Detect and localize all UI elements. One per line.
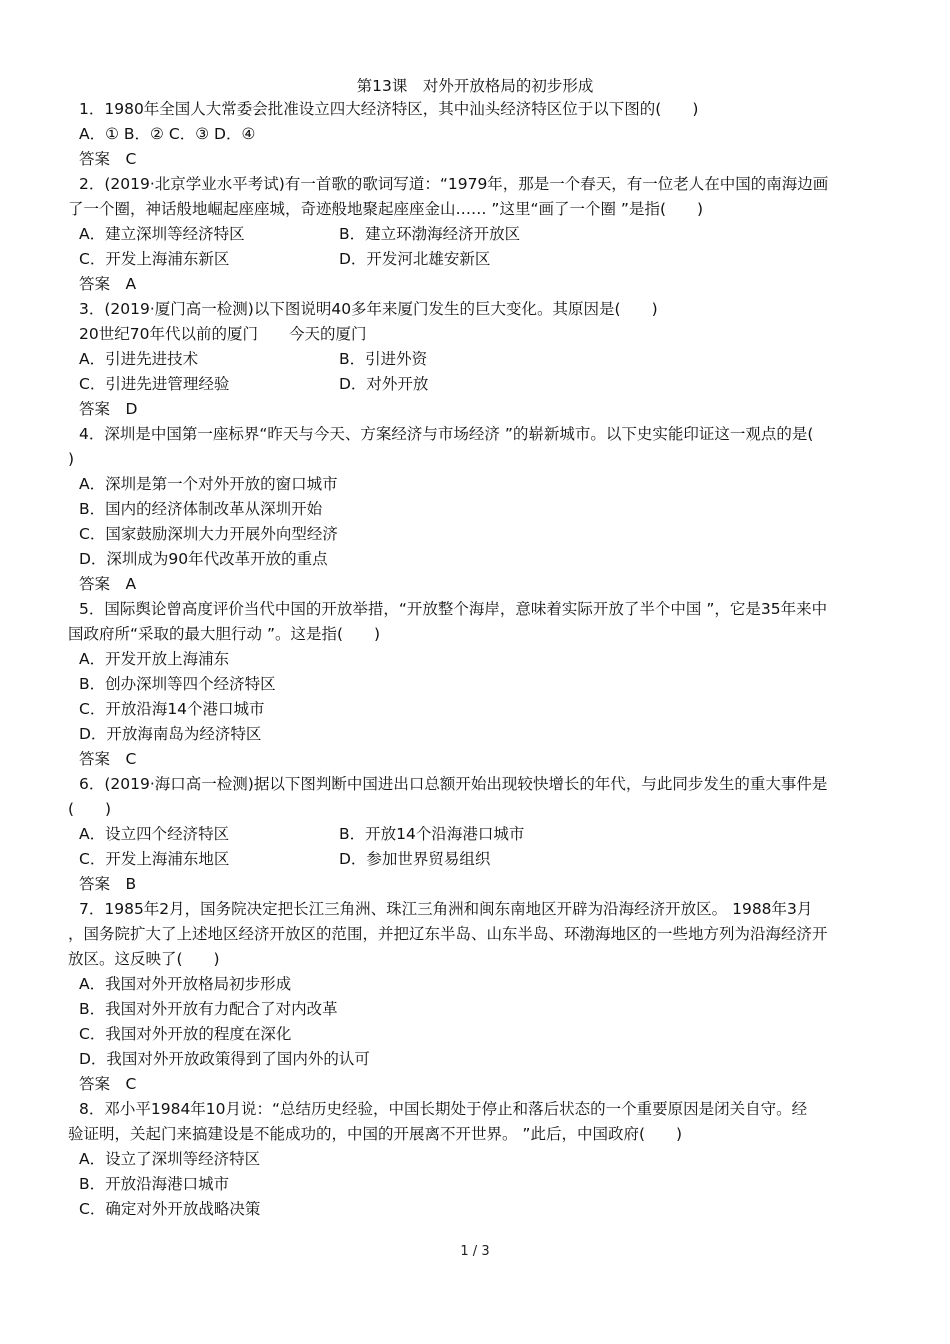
q3-option-b: B．引进外资 [339, 350, 428, 368]
q2-stem-line-1: 2．(2019·北京学业水平考试)有一首歌的歌词写道：“1979年，那是一个春天，有一位老人在中国的南海边画 [79, 175, 829, 193]
q4-option-c: C．国家鼓励深圳大力开展外向型经济 [79, 525, 338, 543]
q2-option-d: D．开发河北雄安新区 [339, 250, 491, 268]
q8-option-a: A．设立了深圳等经济特区 [79, 1150, 261, 1168]
q2-option-b: B．建立环渤海经济开放区 [339, 225, 521, 243]
q8-stem-line-2: 验证明，关起门来搞建设是不能成功的，中国的开展离不开世界。 ”此后，中国政府( ) [68, 1125, 683, 1143]
q1-stem-line-1: 1．1980年全国人大常委会批准设立四大经济特区，其中汕头经济特区位于以下图的( ) [79, 100, 699, 118]
q7-option-c: C．我国对外开放的程度在深化 [79, 1025, 292, 1043]
q7-answer: 答案 C [79, 1075, 137, 1093]
q4-stem-line-2: ) [68, 450, 75, 468]
q3-answer: 答案 D [79, 400, 138, 418]
q3-option-a: A．引进先进技术 [79, 350, 199, 368]
q3-stem-line-1: 3．(2019·厦门高一检测)以下图说明40多年来厦门发生的巨大变化。其原因是( ) [79, 300, 658, 318]
q3-option-d: D．对外开放 [339, 375, 429, 393]
q5-stem-line-2: 国政府所“采取的最大胆行动 ”。这是指( ) [68, 625, 381, 643]
q6-option-c: C．开发上海浦东地区 [79, 850, 230, 868]
q5-option-d: D．开放海南岛为经济特区 [79, 725, 262, 743]
page-number: 1 / 3 [460, 1244, 490, 1259]
q7-option-d: D．我国对外开放政策得到了国内外的认可 [79, 1050, 370, 1068]
q6-option-a: A．设立四个经济特区 [79, 825, 230, 843]
q4-option-b: B．国内的经济体制改革从深圳开始 [79, 500, 323, 518]
q4-answer: 答案 A [79, 575, 137, 593]
q4-option-a: A．深圳是第一个对外开放的窗口城市 [79, 475, 338, 493]
q3-image-caption: 20世纪70年代以前的厦门 今天的厦门 [79, 325, 367, 343]
q7-option-a: A．我国对外开放格局初步形成 [79, 975, 292, 993]
q1-answer: 答案 C [79, 150, 137, 168]
q7-stem-line-2: ，国务院扩大了上述地区经济开放区的范围，并把辽东半岛、山东半岛、环渤海地区的一些地方列为沿海经济开 [68, 925, 828, 943]
q7-stem-line-3: 放区。这反映了( ) [68, 950, 220, 968]
q2-option-c: C．开发上海浦东新区 [79, 250, 230, 268]
q5-option-c: C．开放沿海14个港口城市 [79, 700, 265, 718]
q2-answer: 答案 A [79, 275, 137, 293]
q4-option-d: D．深圳成为90年代改革开放的重点 [79, 550, 328, 568]
q7-stem-line-1: 7．1985年2月，国务院决定把长江三角洲、珠江三角洲和闽东南地区开辟为沿海经济开放区。 1988年3月 [79, 900, 813, 918]
q2-stem-line-2: 了一个圈，神话般地崛起座座城，奇迹般地聚起座座金山…… ”这里“画了一个圈 ”是指( ) [68, 200, 704, 218]
q6-answer: 答案 B [79, 875, 137, 893]
q8-option-c: C．确定对外开放战略决策 [79, 1200, 261, 1218]
q5-option-a: A．开发开放上海浦东 [79, 650, 230, 668]
q6-stem-line-1: 6．(2019·海口高一检测)据以下图判断中国进出口总额开始出现较快增长的年代，与此同步发生的重大事件是 [79, 775, 828, 793]
q8-stem-line-1: 8．邓小平1984年10月说：“总结历史经验，中国长期处于停止和落后状态的一个重要原因是闭关自守。经 [79, 1100, 808, 1118]
q5-stem-line-1: 5．国际舆论曾高度评价当代中国的开放举措，“开放整个海岸，意味着实际开放了半个中国 ”，它是35年来中 [79, 600, 828, 618]
q4-stem-line-1: 4．深圳是中国第一座标界“昨天与今天、方案经济与市场经济 ”的崭新城市。以下史实能印证这一观点的是( [79, 425, 814, 443]
q7-option-b: B．我国对外开放有力配合了对内改革 [79, 1000, 338, 1018]
q3-option-c: C．引进先进管理经验 [79, 375, 230, 393]
q2-option-a: A．建立深圳等经济特区 [79, 225, 245, 243]
q6-stem-line-2: ( ) [68, 800, 112, 818]
q6-option-b: B．开放14个沿海港口城市 [339, 825, 525, 843]
q5-option-b: B．创办深圳等四个经济特区 [79, 675, 276, 693]
q5-answer: 答案 C [79, 750, 137, 768]
page-title: 第13课 对外开放格局的初步形成 [356, 77, 594, 95]
q1-options: A．① B．② C．③ D．④ [79, 125, 256, 143]
q8-option-b: B．开放沿海港口城市 [79, 1175, 230, 1193]
q6-option-d: D．参加世界贸易组织 [339, 850, 491, 868]
